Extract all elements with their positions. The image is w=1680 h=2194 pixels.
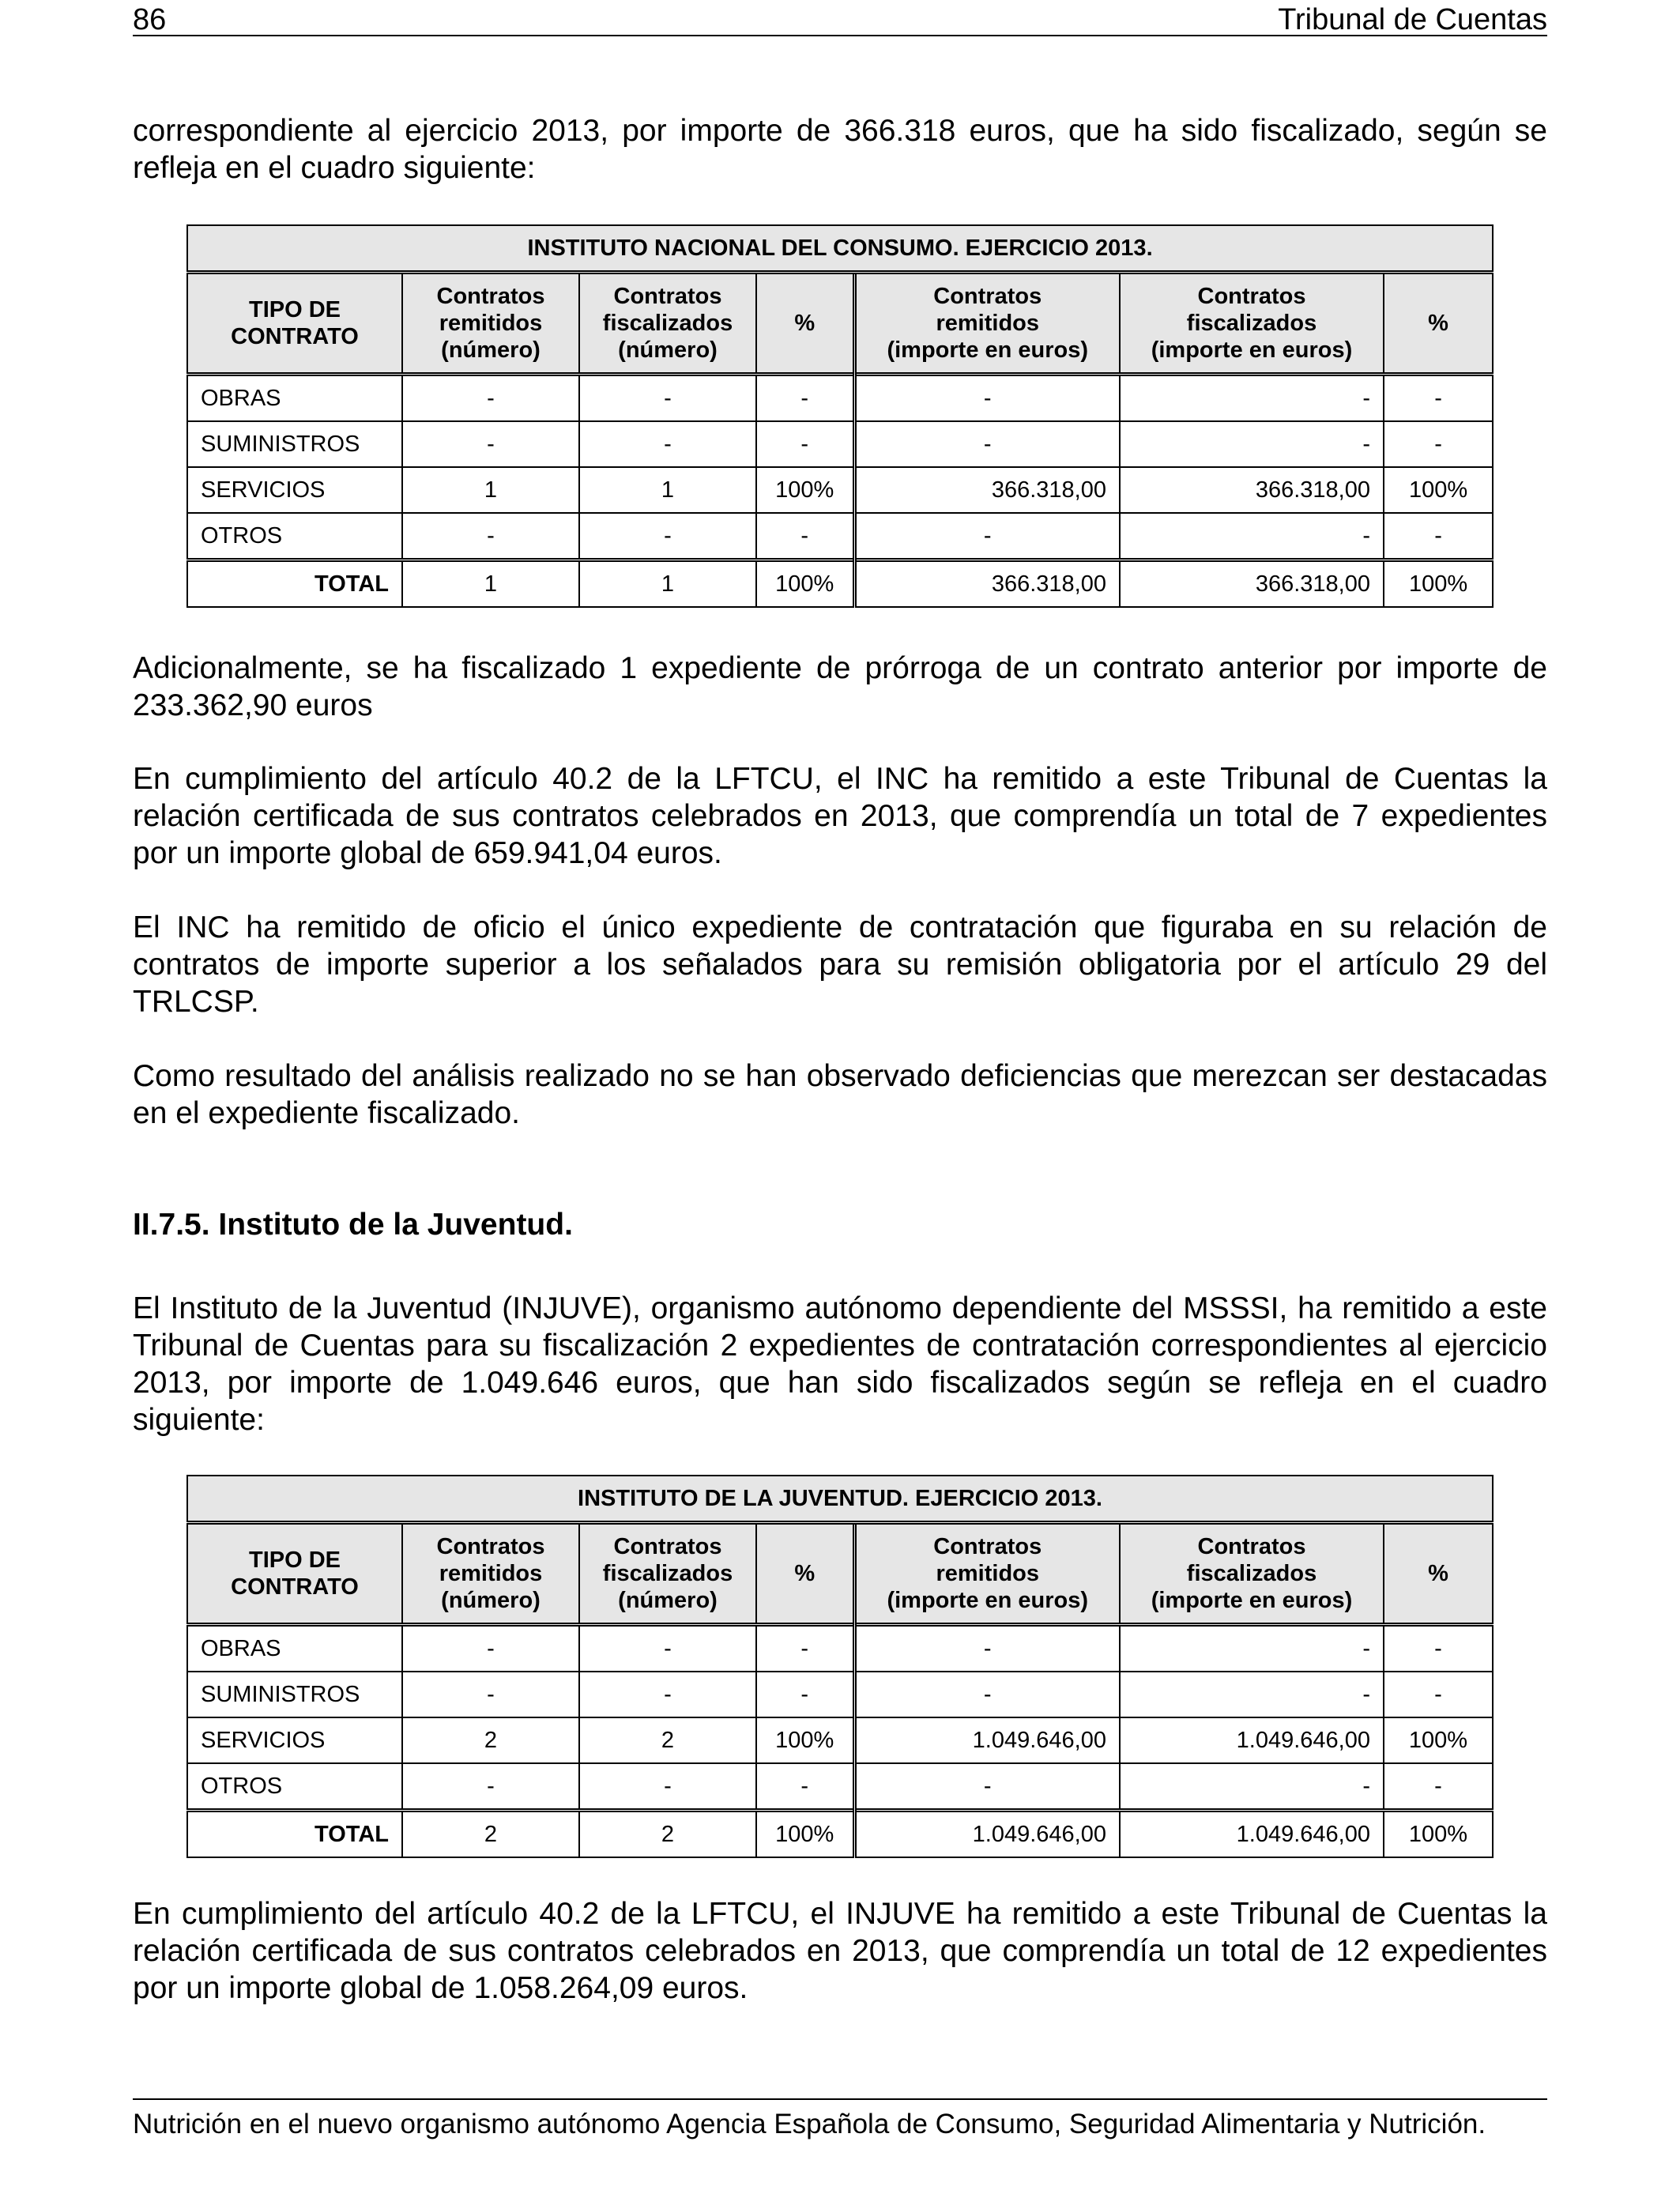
table-row — [187, 1717, 1493, 1763]
cell-tipo: OTROS — [187, 1763, 402, 1811]
cell-tipo: SUMINISTROS — [187, 1672, 402, 1717]
col-remitidos-numero: Contratos remitidos (número) — [402, 273, 579, 375]
cell-tipo: SUMINISTROS — [187, 421, 402, 467]
cell: - — [1120, 421, 1384, 467]
cell: - — [854, 421, 1120, 467]
col-fiscalizados-numero: Contratos fiscalizados (número) — [579, 273, 756, 375]
cell: 100% — [756, 1811, 854, 1858]
cell: - — [854, 1672, 1120, 1717]
cell: 366.318,00 — [1120, 560, 1384, 608]
paragraph-intro: correspondiente al ejercicio 2013, por importe de 366.318 euros, que ha sido fiscalizado, según se refleja en el cuadro siguiente: — [133, 114, 1547, 185]
cell: - — [579, 1763, 756, 1811]
cell: - — [756, 421, 854, 467]
paragraph-lftcu-injuve: En cumplimiento del artículo 40.2 de la LFTCU, el INJUVE ha remitido a este Tribunal de Cuentas la relación certificada de sus contratos celebrados en 2013, que comprendía un total de 12 expedientes por un importe global de 1.058.264,09 euros. — [133, 1897, 1547, 2005]
table-header-row — [187, 1523, 1493, 1625]
table-row — [187, 467, 1493, 513]
cell: - — [579, 1625, 756, 1672]
cell: - — [756, 375, 854, 422]
cell: - — [756, 1672, 854, 1717]
section-heading: II.7.5. Instituto de la Juventud. — [133, 1208, 573, 1242]
cell: 100% — [756, 467, 854, 513]
table-row — [187, 1625, 1493, 1672]
table-row — [187, 513, 1493, 560]
cell-tipo: OTROS — [187, 513, 402, 560]
paragraph-lftcu-inc: En cumplimiento del artículo 40.2 de la LFTCU, el INC ha remitido a este Tribunal de Cuentas la relación certificada de sus contratos celebrados en 2013, que comprendía un total de 7 expedientes por un importe global de 659.941,04 euros. — [133, 762, 1547, 870]
cell: - — [756, 1763, 854, 1811]
cell: - — [1120, 1763, 1384, 1811]
col-remitidos-importe: Contratos remitidos (importe en euros) — [854, 273, 1120, 375]
cell: - — [579, 513, 756, 560]
cell: 100% — [1384, 560, 1493, 608]
paragraph-injuve: El Instituto de la Juventud (INJUVE), organismo autónomo dependiente del MSSSI, ha remitido a este Tribunal de Cuentas para su fiscalización 2 expedientes de contratación correspondientes al ejercicio 2013, por importe de 1.049.646 euros, que han sido fiscalizados según se refleja en el cuadro siguiente: — [133, 1291, 1547, 1437]
col-tipo: TIPO DE CONTRATO — [187, 273, 402, 375]
cell: - — [1384, 1763, 1493, 1811]
cell: 100% — [756, 560, 854, 608]
cell: 100% — [1384, 1811, 1493, 1858]
col-percent: % — [756, 1523, 854, 1625]
cell: 1.049.646,00 — [854, 1717, 1120, 1763]
cell-total-label: TOTAL — [187, 1811, 402, 1858]
col-remitidos-numero: Contratos remitidos (número) — [402, 1523, 579, 1625]
table-total-row — [187, 1811, 1493, 1858]
table-title: INSTITUTO DE LA JUVENTUD. EJERCICIO 2013. — [187, 1476, 1493, 1523]
cell: - — [579, 1672, 756, 1717]
table-injuve — [186, 1475, 1494, 1858]
cell: - — [402, 1672, 579, 1717]
col-percent: % — [756, 273, 854, 375]
header-organization: Tribunal de Cuentas — [1278, 3, 1547, 36]
cell: 1 — [579, 467, 756, 513]
cell-total-label: TOTAL — [187, 560, 402, 608]
cell: - — [1384, 1672, 1493, 1717]
col-percent-importe: % — [1384, 1523, 1493, 1625]
cell-tipo: OBRAS — [187, 375, 402, 422]
cell-tipo: SERVICIOS — [187, 467, 402, 513]
col-fiscalizados-numero: Contratos fiscalizados (número) — [579, 1523, 756, 1625]
cell: - — [1384, 375, 1493, 422]
cell: 2 — [579, 1717, 756, 1763]
cell: 366.318,00 — [1120, 467, 1384, 513]
page-number: 86 — [133, 3, 167, 36]
col-remitidos-importe: Contratos remitidos (importe en euros) — [854, 1523, 1120, 1625]
cell-tipo: OBRAS — [187, 1625, 402, 1672]
cell: - — [756, 1625, 854, 1672]
cell: - — [756, 513, 854, 560]
cell: 1.049.646,00 — [1120, 1811, 1384, 1858]
cell: - — [1120, 375, 1384, 422]
cell: - — [1120, 513, 1384, 560]
cell: - — [579, 421, 756, 467]
paragraph-prorroga: Adicionalmente, se ha fiscalizado 1 expediente de prórroga de un contrato anterior por importe de 233.362,90 euros — [133, 651, 1547, 722]
cell: 2 — [402, 1717, 579, 1763]
cell: 1 — [579, 560, 756, 608]
cell: 1 — [402, 560, 579, 608]
table-total-row — [187, 560, 1493, 608]
cell: - — [579, 375, 756, 422]
cell: - — [402, 1625, 579, 1672]
paragraph-resultado: Como resultado del análisis realizado no se han observado deficiencias que merezcan ser destacadas en el expediente fiscalizado. — [133, 1059, 1547, 1130]
table-row — [187, 1672, 1493, 1717]
table-inc — [186, 224, 1494, 608]
cell: - — [402, 1763, 579, 1811]
page-footer: Nutrición en el nuevo organismo autónomo Agencia Española de Consumo, Seguridad Alimentaria y Nutrición. — [133, 2098, 1547, 2141]
cell: 1.049.646,00 — [1120, 1717, 1384, 1763]
cell: 366.318,00 — [854, 560, 1120, 608]
cell: 100% — [1384, 467, 1493, 513]
col-tipo: TIPO DE CONTRATO — [187, 1523, 402, 1625]
table-header-row — [187, 273, 1493, 375]
cell: - — [854, 513, 1120, 560]
cell: 100% — [756, 1717, 854, 1763]
col-percent-importe: % — [1384, 273, 1493, 375]
cell: - — [402, 513, 579, 560]
cell: 1.049.646,00 — [854, 1811, 1120, 1858]
cell: - — [1120, 1672, 1384, 1717]
cell: - — [402, 375, 579, 422]
cell: - — [1120, 1625, 1384, 1672]
paragraph-oficio: El INC ha remitido de oficio el único expediente de contratación que figuraba en su relación de contratos de importe superior a los señalados para su remisión obligatoria por el artículo 29 del TRLCSP. — [133, 910, 1547, 1019]
cell: - — [1384, 513, 1493, 560]
cell: - — [1384, 1625, 1493, 1672]
cell: - — [854, 1625, 1120, 1672]
cell: 2 — [402, 1811, 579, 1858]
table-row — [187, 421, 1493, 467]
table-title: INSTITUTO NACIONAL DEL CONSUMO. EJERCICIO 2013. — [187, 225, 1493, 273]
col-fiscalizados-importe: Contratos fiscalizados (importe en euros) — [1120, 1523, 1384, 1625]
cell: 1 — [402, 467, 579, 513]
cell: 100% — [1384, 1717, 1493, 1763]
cell-tipo: SERVICIOS — [187, 1717, 402, 1763]
cell: - — [1384, 421, 1493, 467]
col-fiscalizados-importe: Contratos fiscalizados (importe en euros) — [1120, 273, 1384, 375]
cell: 366.318,00 — [854, 467, 1120, 513]
cell: - — [854, 1763, 1120, 1811]
page-header — [133, 0, 1547, 36]
cell: 2 — [579, 1811, 756, 1858]
cell: - — [854, 375, 1120, 422]
table-row — [187, 1763, 1493, 1811]
cell: - — [402, 421, 579, 467]
table-row — [187, 375, 1493, 422]
